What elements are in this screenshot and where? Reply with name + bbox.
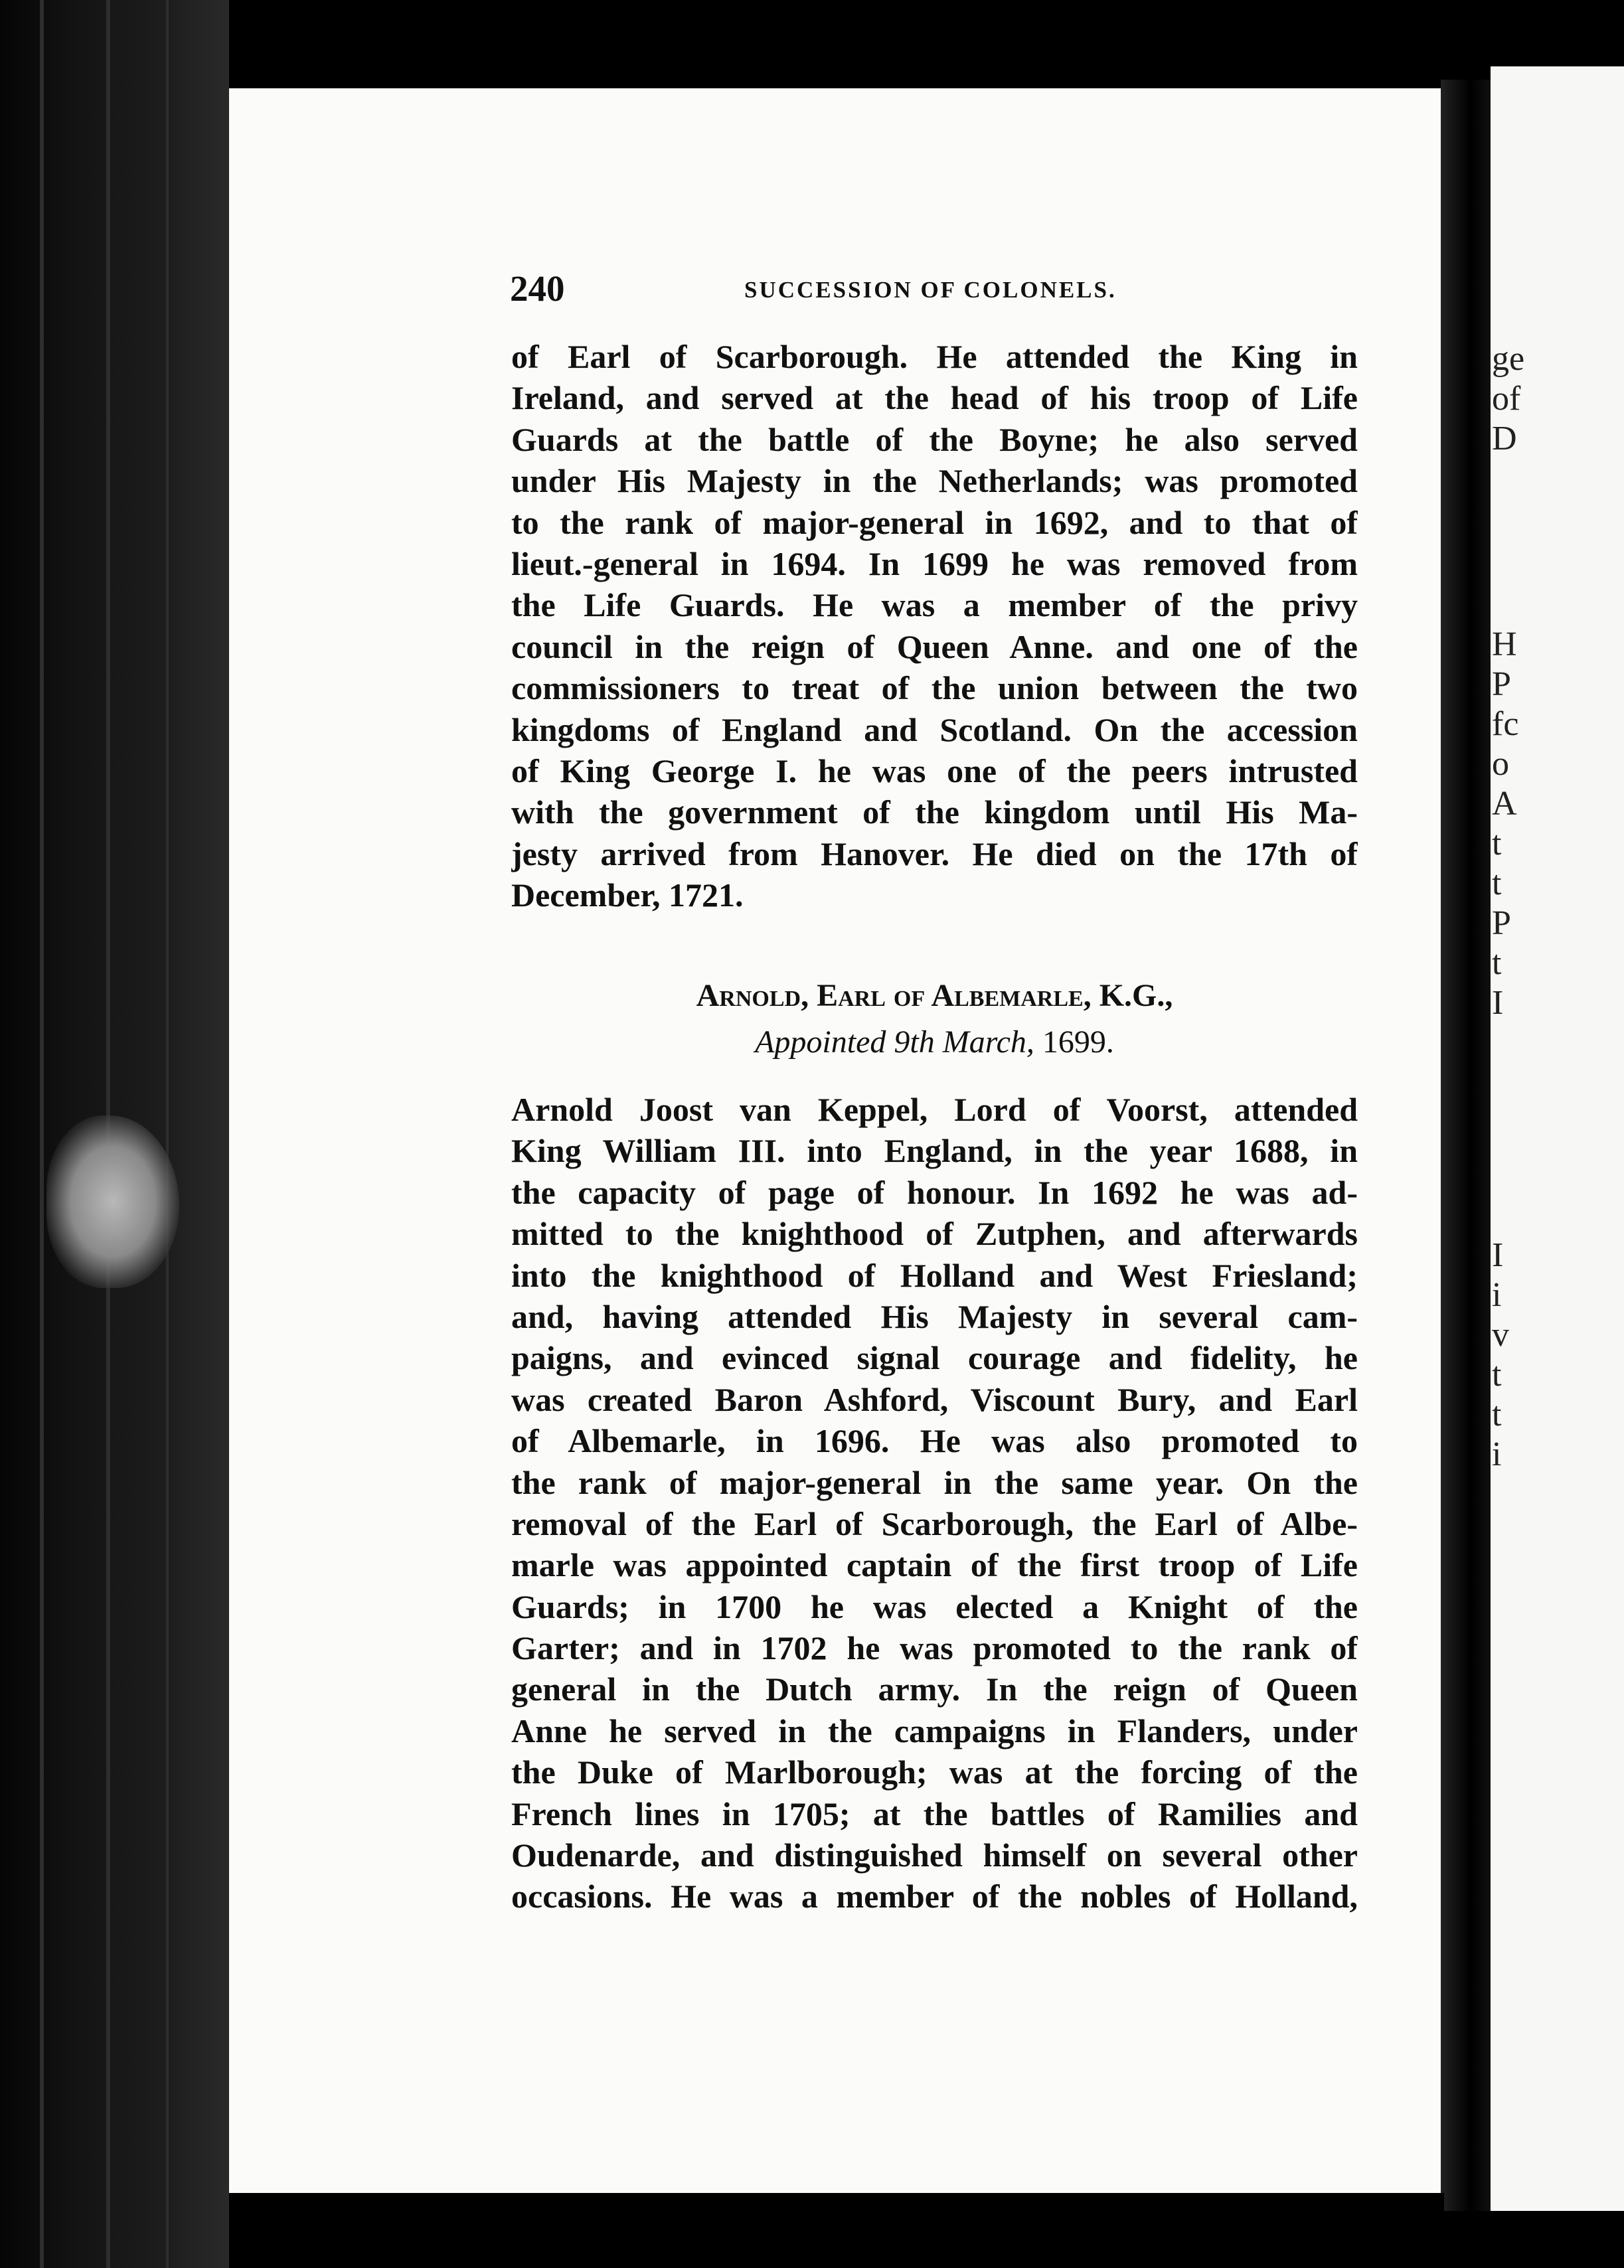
adjacent-page-fragment: I <box>1492 1236 1504 1274</box>
adjacent-page-fragment: P <box>1492 665 1511 703</box>
text-line: removal of the Earl of Scarborough, the Earl of Albe- <box>511 1504 1358 1542</box>
text-line: Ireland, and served at the head of his troop of Life <box>511 379 1358 417</box>
text-line: of Albemarle, in 1696. He was also promoted to <box>511 1422 1358 1460</box>
text-line: Oudenarde, and distinguished himself on several other <box>511 1836 1358 1874</box>
text-line: the Duke of Marlborough; was at the forcing of the <box>511 1753 1358 1791</box>
running-head: SUCCESSION OF COLONELS. <box>744 277 1117 303</box>
text-line: council in the reign of Queen Anne. and one of the <box>511 627 1358 665</box>
text-line: to the rank of major-general in 1692, and to that of <box>511 503 1358 541</box>
text-line: kingdoms of England and Scotland. On the accession <box>511 710 1358 748</box>
text-line: general in the Dutch army. In the reign of Queen <box>511 1670 1358 1708</box>
appointed-label: Appointed 9th March, <box>755 1024 1034 1060</box>
text-line: Guards; in 1700 he was elected a Knight of the <box>511 1587 1358 1625</box>
adjacent-page-fragment: i <box>1492 1276 1502 1314</box>
adjacent-page <box>1491 66 1624 2211</box>
text-line: the Life Guards. He was a member of the privy <box>511 586 1358 624</box>
appointment-date <box>511 1024 1358 1068</box>
text-line: the rank of major-general in the same year. On the <box>511 1463 1358 1501</box>
text-line: the capacity of page of honour. In 1692 he was ad- <box>511 1173 1358 1211</box>
text-line: of King George I. he was one of the peers intrusted <box>511 752 1358 789</box>
adjacent-page-fragment: A <box>1492 785 1517 823</box>
adjacent-page-fragment: t <box>1492 864 1502 902</box>
paragraph-albemarle <box>511 1089 1358 1917</box>
bottom-shadow <box>229 2193 1444 2268</box>
book-gutter <box>1441 80 1491 2211</box>
adjacent-page-fragment: t <box>1492 944 1502 982</box>
adjacent-page-fragment: fc <box>1492 705 1519 743</box>
adjacent-page-fragment: of <box>1492 380 1521 418</box>
text-line: into the knighthood of Holland and West Friesland; <box>511 1256 1358 1294</box>
text-line: Guards at the battle of the Boyne; he also served <box>511 420 1358 458</box>
text-line: mitted to the knighthood of Zutphen, and afterwards <box>511 1215 1358 1253</box>
adjacent-page-fragment: v <box>1492 1316 1509 1354</box>
text-line: of Earl of Scarborough. He attended the King in <box>511 338 1358 375</box>
text-line: French lines in 1705; at the battles of Ramilies and <box>511 1795 1358 1832</box>
adjacent-page-fragment: D <box>1492 420 1517 457</box>
text-line: under His Majesty in the Netherlands; was promoted <box>511 462 1358 500</box>
adjacent-page-fragment: o <box>1492 745 1509 783</box>
edge-streak <box>40 0 44 2268</box>
page-number: 240 <box>510 268 565 309</box>
adjacent-page-fragment: ge <box>1492 340 1525 378</box>
text-line: jesty arrived from Hanover. He died on the 17th of <box>511 835 1358 872</box>
text-line: occasions. He was a member of the nobles of Holland, <box>511 1878 1358 1915</box>
adjacent-page-fragment: i <box>1492 1435 1502 1473</box>
adjacent-page-fragment: t <box>1492 1396 1502 1433</box>
paragraph-scarborough <box>511 336 1358 916</box>
text-line: was created Baron Ashford, Viscount Bury, and Earl <box>511 1380 1358 1418</box>
text-line: lieut.-general in 1694. In 1699 he was removed from <box>511 544 1358 582</box>
adjacent-page-fragment: H <box>1492 625 1517 663</box>
adjacent-page-fragment: t <box>1492 1356 1502 1394</box>
text-line: Anne he served in the campaigns in Flanders, under <box>511 1712 1358 1749</box>
adjacent-page-fragment: P <box>1492 904 1511 942</box>
adjacent-page-fragment: t <box>1492 825 1502 862</box>
text-line: with the government of the kingdom until His Ma- <box>511 793 1358 831</box>
section-heading <box>511 977 1358 1068</box>
text-line: Arnold Joost van Keppel, Lord of Voorst, attended <box>511 1091 1358 1128</box>
page-header <box>510 268 1360 314</box>
text-line: paigns, and evinced signal courage and fidelity, he <box>511 1339 1358 1377</box>
text-line: marle was appointed captain of the first troop of Life <box>511 1546 1358 1584</box>
text-line: December, 1721. <box>511 876 744 914</box>
adjacent-page-fragment: I <box>1492 984 1504 1022</box>
edge-streak <box>166 0 169 2268</box>
text-line: and, having attended His Majesty in several cam- <box>511 1297 1358 1335</box>
text-line: Garter; and in 1702 he was promoted to the rank of <box>511 1629 1358 1667</box>
section-title: Arnold, Earl of Albemarle, K.G., <box>696 978 1173 1013</box>
appointed-year: 1699. <box>1042 1024 1114 1060</box>
text-line: King William III. into England, in the year 1688, in <box>511 1132 1358 1170</box>
text-line: commissioners to treat of the union between the two <box>511 669 1358 707</box>
